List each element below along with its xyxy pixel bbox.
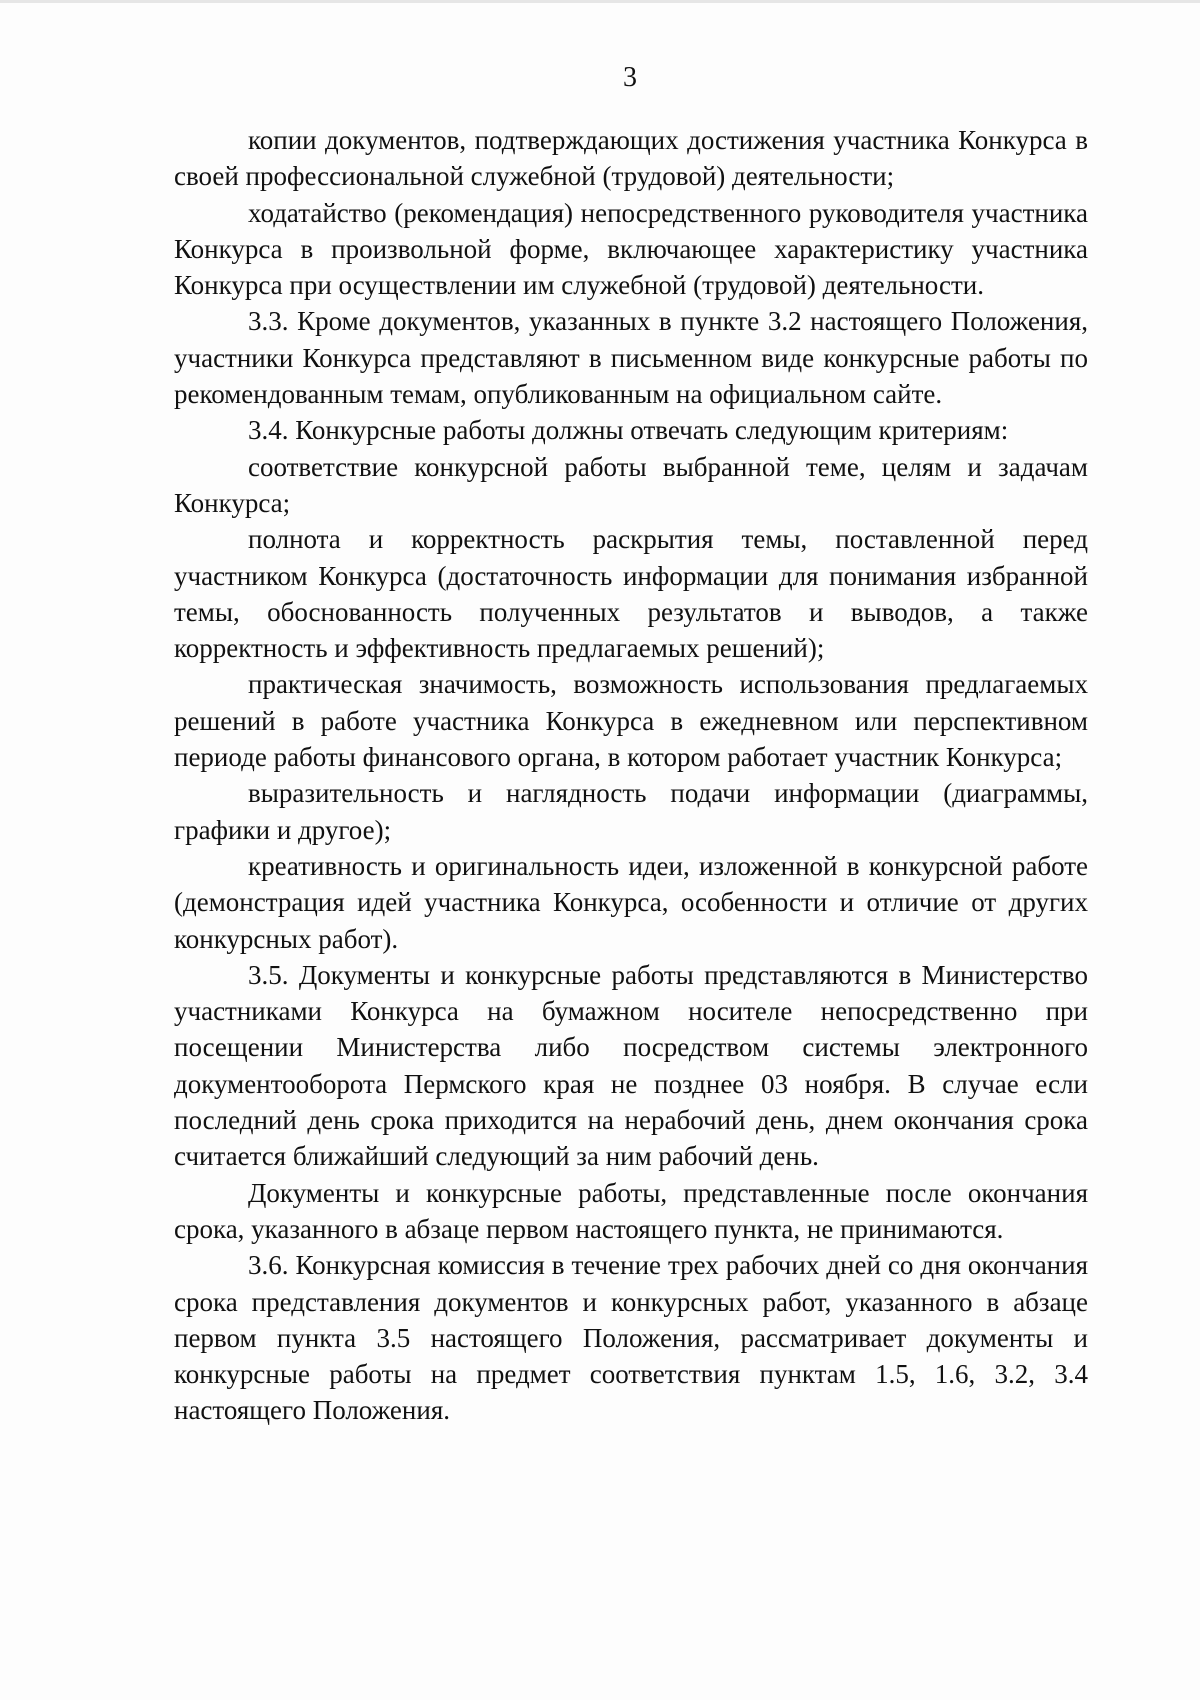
paragraph-criterion-topic-fit: соответствие конкурсной работы выбранной теме, целям и задачам Конкурса; <box>174 451 1088 518</box>
document-body <box>174 122 1088 1429</box>
paragraph-3-6: 3.6. Конкурсная комиссия в течение трех рабочих дней со дня окончания срока представления документов и конкурсных работ, указанного в абзаце первом пункта 3.5 настоящего Положения, рассматривает документы и конкурсные работы на предмет соответствия пунктам 1.5, 1.6, 3.2, 3.4 настоящего Положения. <box>174 1250 1088 1426</box>
paragraph-criterion-practical-value: практическая значимость, возможность использования предлагаемых решений в работе участника Конкурса в ежедневном или перспективном периоде работы финансового органа, в котором работает участник Конкурса; <box>174 669 1088 773</box>
paragraph-manager-recommendation: ходатайство (рекомендация) непосредственного руководителя участника Конкурса в произвольной форме, включающее характеристику участника Конкурса при осуществлении им служебной (трудовой) деятельности. <box>174 197 1088 301</box>
paragraph-3-3: 3.3. Кроме документов, указанных в пункте 3.2 настоящего Положения, участники Конкурса представляют в письменном виде конкурсные работы по рекомендованным темам, опубликованным на официальном сайте. <box>174 306 1088 410</box>
paragraph-criterion-completeness: полнота и корректность раскрытия темы, поставленной перед участником Конкурса (достаточность информации для понимания избранной темы, обоснованность полученных результатов и выводов, а также корректность и эффективность предлагаемых решений); <box>174 524 1088 664</box>
paragraph-criterion-expressiveness: выразительность и наглядность подачи информации (диаграммы, графики и другое); <box>174 778 1088 845</box>
paragraph-copies-of-achievements: копии документов, подтверждающих достижения участника Конкурса в своей профессиональной служебной (трудовой) деятельности; <box>174 125 1088 192</box>
paragraph-criterion-creativity: креативность и оригинальность идеи, изложенной в конкурсной работе (демонстрация идей участника Конкурса, особенности и отличие от других конкурсных работ). <box>174 850 1088 954</box>
paragraph-late-submissions: Документы и конкурсные работы, представленные после окончания срока, указанного в абзаце первом настоящего пункта, не принимаются. <box>174 1177 1088 1244</box>
paragraph-3-5: 3.5. Документы и конкурсные работы представляются в Министерство участниками Конкурса на бумажном носителе непосредственно при посещении Министерства либо посредством системы электронного документооборота Пермского края не позднее 03 ноября. В случае если последний день срока приходится на нерабочий день, днем окончания срока считается ближайший следующий за ним рабочий день. <box>174 959 1088 1172</box>
paragraph-3-4: 3.4. Конкурсные работы должны отвечать следующим критериям: <box>248 415 1009 446</box>
page-number: 3 <box>623 62 637 93</box>
